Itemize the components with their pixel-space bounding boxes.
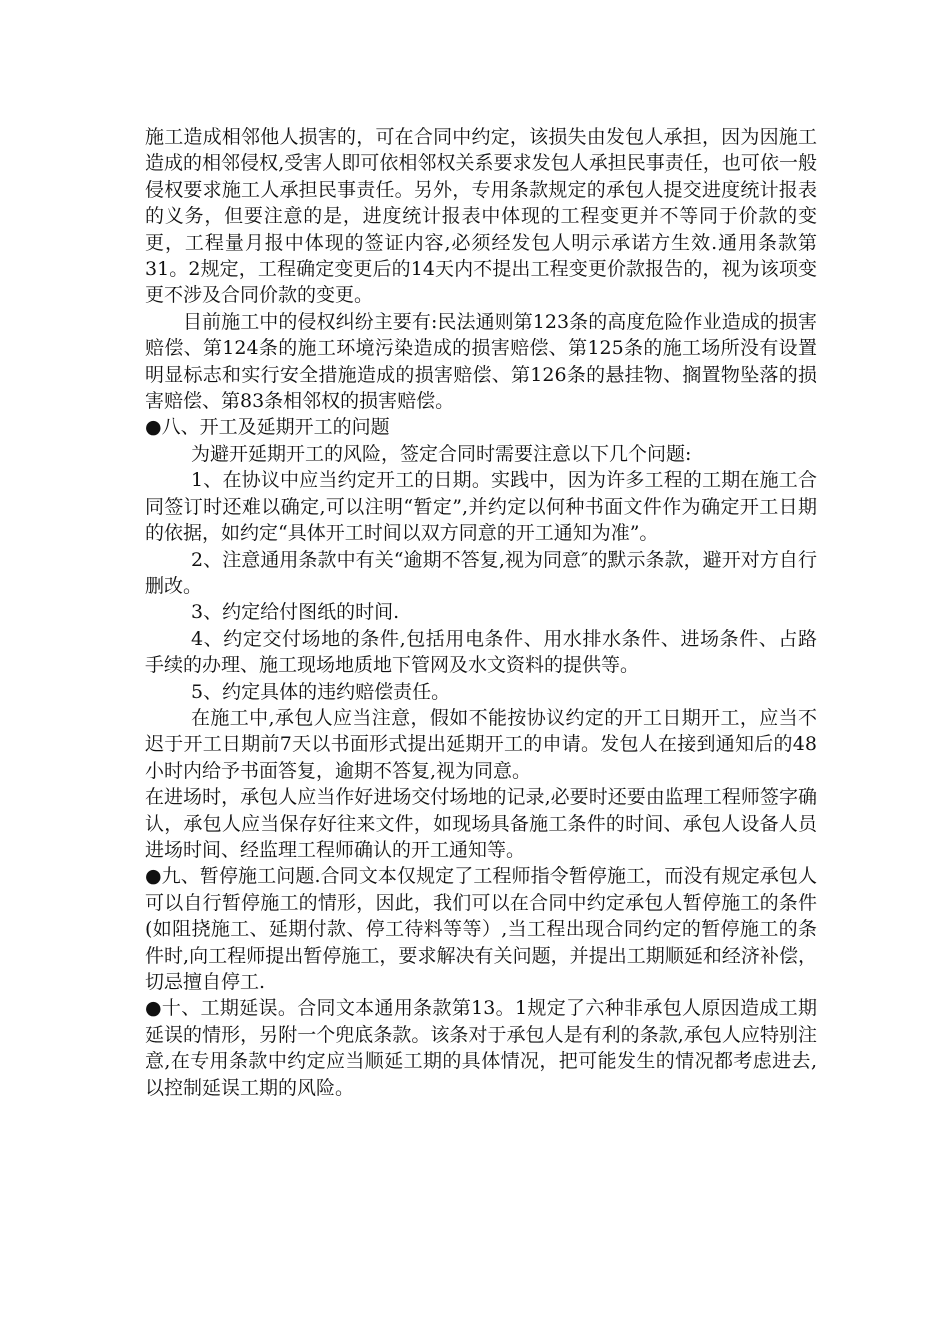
list-item-2: 2、注意通用条款中有关“逾期不答复,视为同意″的默示条款，避开对方自行删改。 — [145, 548, 817, 597]
section-heading-10: ●十、工期延误。合同文本通用条款第13。1规定了六种非承包人原因造成工期延误的情形，另附一个兜底条款。该条对于承包人是有利的条款,承包人应特别注意,在专用条款中约定应当顺延工期的具体情况，把可能发生的情况都考虑进去,以控制延误工期的风险。 — [145, 997, 817, 1099]
list-item-1: 1、在协议中应当约定开工的日期。实践中，因为许多工程的工期在施工合同签订时还难以确定,可以注明“暂定”,并约定以何种书面文件作为确定开工日期的依据，如约定“具体开工时间以双方同意的开工通知为准”。 — [145, 469, 817, 545]
list-item-4: 4、约定交付场地的条件,包括用电条件、用水排水条件、进场条件、占路手续的办理、施工现场地质地下管网及水文资料的提供等。 — [145, 627, 817, 677]
paragraph-tort-disputes: 目前施工中的侵权纠纷主要有:民法通则第123条的高度危险作业造成的损害赔偿、第124条的施工环境污染造成的损害赔偿、第125条的施工场所没有设置明显标志和实行安全措施造成的损害赔偿、第126条的悬挂物、搁置物坠落的损害赔偿、第83条相邻权的损害赔偿。 — [145, 310, 817, 413]
list-item-5: 5、约定具体的违约赔偿责任。 — [191, 680, 451, 703]
paragraph-delay-application: 在施工中,承包人应当注意，假如不能按协议约定的开工日期开工，应当不迟于开工日期前7天以书面形式提出延期开工的申请。发包人在接到通知后的48小时内给予书面答复，逾期不答复,视为同意。 — [145, 706, 817, 782]
paragraph-neighbor-damage: 施工造成相邻他人损害的，可在合同中约定，该损失由发包人承担，因为因施工造成的相邻侵权,受害人即可依相邻权关系要求发包人承担民事责任，也可依一般侵权要求施工人承担民事责任。另外，专用条款规定的承包人提交进度统计报表的义务，但要注意的是，进度统计报表中体现的工程变更并不等同于价款的变更，工程量月报中体现的签证内容,必须经发包人明示承诺方生效.通用条款第31。2规定，工程确定变更后的14天内不提出工程变更价款报告的，视为该项变更不涉及合同价款的变更。 — [145, 126, 817, 307]
section-heading-8: ●八、开工及延期开工的问题 — [145, 416, 390, 439]
document-page — [145, 124, 817, 1101]
section-heading-9: ●九、暂停施工问题.合同文本仅规定了工程师指令暂停施工，而没有规定承包人可以自行暂停施工的情形，因此，我们可以在合同中约定承包人暂停施工的条件(如阻挠施工、延期付款、停工待料等等）,当工程出现合同约定的暂停施工的条件时,向工程师提出暂停施工，要求解决有关问题，并提出工期顺延和经济补偿，切忌擅自停工. — [145, 865, 817, 993]
paragraph-intro-issues: 为避开延期开工的风险，签定合同时需要注意以下几个问题: — [191, 442, 692, 465]
list-item-3: 3、约定给付图纸的时间. — [191, 601, 400, 624]
paragraph-site-entry: 在进场时，承包人应当作好进场交付场地的记录,必要时还要由监理工程师签字确认，承包人应当保存好往来文件，如现场具备施工条件的时间、承包人设备人员进场时间、经监理工程师确认的开工通知等。 — [145, 786, 817, 861]
